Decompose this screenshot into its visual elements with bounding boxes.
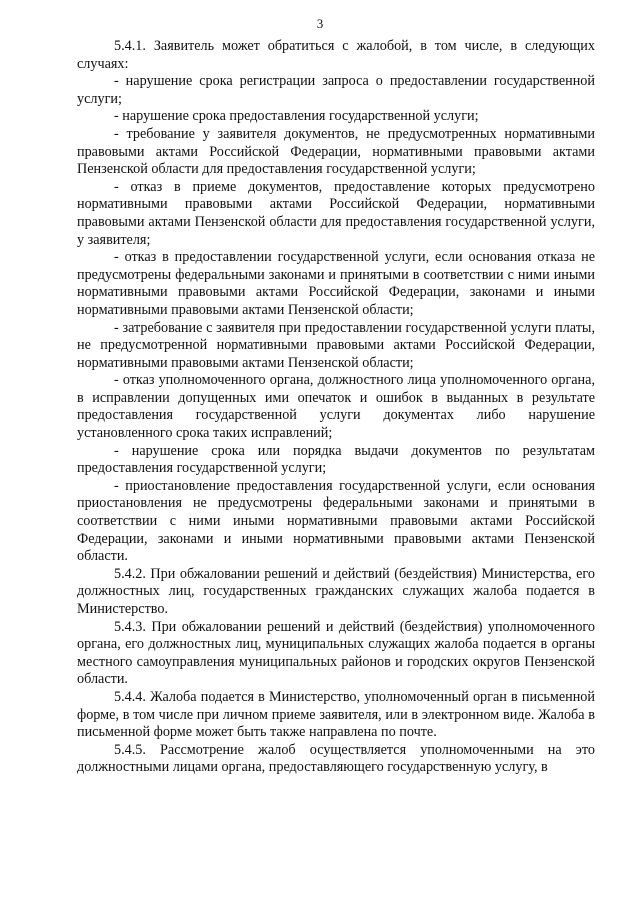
list-item: - отказ в приеме документов, предоставление которых предусмотрено нормативными правовыми актами Российской Федерации, нормативными правовыми актами Пензенской области для предоставления государственной услуги, у заявителя;: [77, 178, 595, 248]
list-item: - требование у заявителя документов, не предусмотренных нормативными правовыми актами Российской Федерации, нормативными правовыми актами Пензенской области для предоставления государственной услуги;: [77, 125, 595, 178]
list-item: - отказ в предоставлении государственной услуги, если основания отказа не предусмотрены федеральными законами и принятыми в соответствии с ними иными нормативными правовыми актами Российской Федерации, законами и иными нормативными правовыми актами Пензенской области;: [77, 249, 595, 318]
paragraph: 5.4.3. При обжаловании решений и действий (бездействия) уполномоченного органа, его должностных лиц, муниципальных служащих жалоба подается в органы местного самоуправления муниципальных районов и городских округов Пензенской области.: [77, 618, 595, 688]
paragraph: 5.4.1. Заявитель может обратиться с жалобой, в том числе, в следующих случаях:: [77, 38, 595, 72]
paragraph: 5.4.4. Жалоба подается в Министерство, уполномоченный орган в письменной форме, в том числе при личном приеме заявителя, или в электронном виде. Жалоба в письменной форме может быть также направлена по почте.: [77, 688, 595, 741]
list-item: - нарушение срока предоставления государственной услуги;: [114, 108, 479, 125]
list-item: - приостановление предоставления государственной услуги, если основания приостановления не предусмотрены федеральными законами и принятыми в соответствии с ними иными нормативными правовыми актами Российской Федерации, законами и иными нормативными правовыми актами Пензенской области.: [77, 477, 595, 565]
page-number: 3: [316, 16, 324, 31]
list-item: - нарушение срока регистрации запроса о предоставлении государственной услуги;: [77, 73, 595, 107]
document-body: [77, 38, 595, 777]
list-item: - затребование с заявителя при предоставлении государственной услуги платы, не предусмотренной нормативными правовыми актами Российской Федерации, нормативными правовыми актами Пензенской области;: [77, 319, 595, 371]
list-item: - нарушение срока или порядка выдачи документов по результатам предоставления государственной услуги;: [77, 442, 595, 477]
paragraph: 5.4.5. Рассмотрение жалоб осуществляется уполномоченными на это должностными лицами органа, предоставляющего государственную услугу, в: [77, 741, 595, 776]
paragraph: 5.4.2. При обжаловании решений и действий (бездействия) Министерства, его должностных лиц, государственных гражданских служащих жалоба подается в Министерство.: [77, 565, 595, 617]
list-item: - отказ уполномоченного органа, должностного лица уполномоченного органа, в исправлении допущенных ими опечаток и ошибок в выданных в результате предоставления государственной услуги документах либо нарушение установленного срока таких исправлений;: [77, 372, 595, 442]
